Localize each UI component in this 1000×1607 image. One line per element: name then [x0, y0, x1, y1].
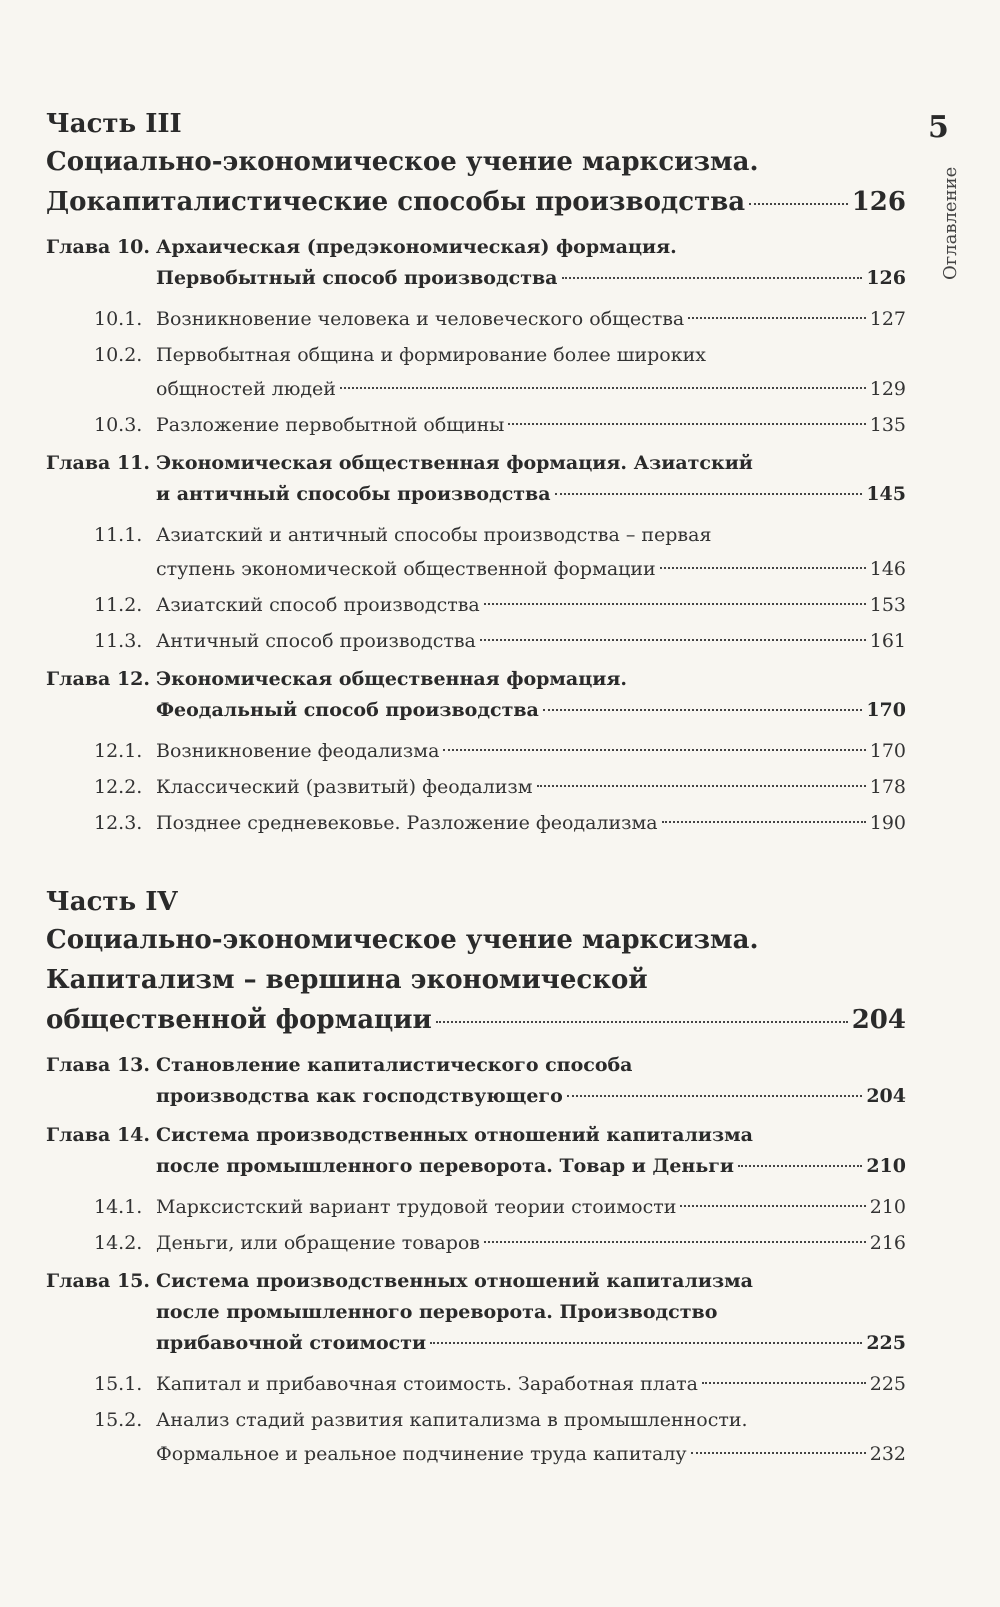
section-number: 14.1.	[94, 1196, 143, 1218]
section-entry	[46, 1403, 906, 1471]
chapter-label: Глава 15.	[46, 1270, 151, 1292]
chapter-line	[156, 695, 906, 726]
section-body	[156, 1403, 906, 1471]
section-title: Капитал и прибавочная стоимость. Заработная плата	[156, 1373, 698, 1395]
dot-leader	[702, 1382, 866, 1384]
section-title: Формальное и реальное подчинение труда капиталу	[156, 1443, 687, 1465]
section-page-ref: 232	[869, 1443, 906, 1465]
dot-leader	[436, 1021, 848, 1023]
dot-leader	[680, 1205, 865, 1207]
chapter-label: Глава 10.	[46, 236, 151, 258]
chapter-label: Глава 12.	[46, 668, 151, 690]
section-body	[156, 338, 906, 406]
chapter-body	[156, 448, 906, 510]
dot-leader	[749, 203, 848, 205]
section-entry	[46, 338, 906, 406]
section-title: общностей людей	[156, 378, 336, 400]
dot-leader	[430, 1342, 862, 1344]
chapter-entry	[46, 1050, 906, 1112]
section-page-ref: 216	[869, 1232, 906, 1254]
section-line	[156, 552, 906, 586]
chapter-line	[156, 479, 906, 510]
chapter-title-line: Экономическая общественная формация. Азиатский	[156, 452, 753, 474]
part-title: общественной формации	[46, 1005, 432, 1035]
dot-leader	[688, 317, 866, 319]
section-page-ref: 146	[869, 558, 906, 580]
section-body	[156, 1367, 906, 1401]
section-title: Классический (развитый) феодализм	[156, 776, 533, 798]
chapter-title-line: Система производственных отношений капитализма	[156, 1124, 753, 1146]
section-page-ref: 135	[869, 414, 906, 436]
dot-leader	[443, 749, 865, 751]
section-entry	[46, 518, 906, 586]
section-body	[156, 806, 906, 840]
dot-leader	[567, 1095, 863, 1097]
chapter-title-line: после промышленного переворота. Производство	[156, 1301, 718, 1323]
dot-leader	[480, 639, 866, 641]
chapter-title-line: Система производственных отношений капитализма	[156, 1270, 753, 1292]
section-body	[156, 734, 906, 768]
chapter-page-ref: 145	[866, 483, 906, 505]
chapter-line	[156, 263, 906, 294]
chapter-title: и античный способы производства	[156, 483, 551, 505]
section-line	[156, 408, 906, 442]
part-label: Часть III	[46, 109, 182, 139]
chapter-label: Глава 13.	[46, 1054, 151, 1076]
section-line	[156, 770, 906, 804]
section-line	[156, 302, 906, 336]
section-number: 11.2.	[94, 594, 143, 616]
section-page-ref: 129	[869, 378, 906, 400]
dot-leader	[662, 821, 866, 823]
chapter-entry	[46, 664, 906, 726]
section-page-ref: 170	[869, 740, 906, 762]
section-line	[156, 588, 906, 622]
part-page-ref: 204	[851, 1005, 906, 1035]
section-entry	[46, 1367, 906, 1401]
section-page-ref: 153	[869, 594, 906, 616]
section-number: 12.3.	[94, 812, 143, 834]
section-line	[156, 1226, 906, 1260]
section-number: 12.1.	[94, 740, 143, 762]
chapter-page-ref: 170	[866, 699, 906, 721]
dot-leader	[484, 603, 866, 605]
section-page-ref: 225	[869, 1373, 906, 1395]
part-title: Докапиталистические способы производства	[46, 187, 746, 217]
section-line	[156, 1437, 906, 1471]
section-entry	[46, 806, 906, 840]
section-title: Позднее средневековье. Разложение феодализма	[156, 812, 658, 834]
section-entry	[46, 624, 906, 658]
part-line	[46, 182, 906, 222]
chapter-title: Феодальный способ производства	[156, 699, 539, 721]
section-body	[156, 1226, 906, 1260]
section-page-ref: 127	[869, 308, 906, 330]
section-entry	[46, 302, 906, 336]
dot-leader	[484, 1241, 866, 1243]
part-title-line: Социально-экономическое учение марксизма.	[46, 925, 759, 955]
section-title: Античный способ производства	[156, 630, 476, 652]
chapter-page-ref: 126	[866, 267, 906, 289]
section-number: 11.3.	[94, 630, 143, 652]
chapter-entry	[46, 1120, 906, 1182]
section-line	[156, 1367, 906, 1401]
chapter-page-ref: 225	[866, 1332, 906, 1354]
section-entry	[46, 588, 906, 622]
section-body	[156, 408, 906, 442]
section-body	[156, 624, 906, 658]
section-title-line: Азиатский и античный способы производства – первая	[156, 524, 712, 546]
chapter-title: после промышленного переворота. Товар и Деньги	[156, 1155, 734, 1177]
chapter-line	[156, 1151, 906, 1182]
chapter-line	[156, 1328, 906, 1359]
section-number: 12.2.	[94, 776, 143, 798]
chapter-title: производства как господствующего	[156, 1085, 563, 1107]
part-label: Часть IV	[46, 887, 178, 917]
chapter-body	[156, 664, 906, 726]
page-number: 5	[928, 110, 949, 145]
section-number: 11.1.	[94, 524, 143, 546]
chapter-body	[156, 232, 906, 294]
section-line	[156, 734, 906, 768]
section-body	[156, 588, 906, 622]
section-entry	[46, 1226, 906, 1260]
part-title-line: Социально-экономическое учение марксизма.	[46, 147, 759, 177]
chapter-entry	[46, 1266, 906, 1359]
section-number: 14.2.	[94, 1232, 143, 1254]
chapter-title: Первобытный способ производства	[156, 267, 558, 289]
section-number: 10.1.	[94, 308, 143, 330]
dot-leader	[537, 785, 866, 787]
section-page-ref: 190	[869, 812, 906, 834]
dot-leader	[562, 277, 863, 279]
section-title-line: Первобытная община и формирование более широких	[156, 344, 706, 366]
part-line	[46, 1000, 906, 1040]
chapter-body	[156, 1050, 906, 1112]
chapter-label: Глава 14.	[46, 1124, 151, 1146]
section-title: Возникновение феодализма	[156, 740, 440, 762]
chapter-page-ref: 210	[866, 1155, 906, 1177]
chapter-line	[156, 1081, 906, 1112]
chapter-title-line: Становление капиталистического способа	[156, 1054, 633, 1076]
part-heading	[46, 884, 906, 1040]
chapter-entry	[46, 448, 906, 510]
running-head: Оглавление	[940, 166, 961, 280]
section-number: 10.2.	[94, 344, 143, 366]
section-body	[156, 302, 906, 336]
section-page-ref: 178	[869, 776, 906, 798]
dot-leader	[691, 1452, 866, 1454]
section-number: 10.3.	[94, 414, 143, 436]
chapter-title: прибавочной стоимости	[156, 1332, 427, 1354]
table-of-contents	[46, 106, 906, 1473]
section-body	[156, 770, 906, 804]
section-title: Разложение первобытной общины	[156, 414, 505, 436]
section-title: Деньги, или обращение товаров	[156, 1232, 480, 1254]
chapter-body	[156, 1266, 906, 1359]
section-body	[156, 518, 906, 586]
section-entry	[46, 1190, 906, 1224]
section-number: 15.2.	[94, 1409, 143, 1431]
section-page-ref: 210	[869, 1196, 906, 1218]
dot-leader	[543, 709, 862, 711]
section-body	[156, 1190, 906, 1224]
chapter-label: Глава 11.	[46, 452, 151, 474]
section-entry	[46, 770, 906, 804]
section-line	[156, 372, 906, 406]
dot-leader	[340, 387, 866, 389]
section-title: Марксистский вариант трудовой теории стоимости	[156, 1196, 677, 1218]
section-page-ref: 161	[869, 630, 906, 652]
dot-leader	[555, 493, 863, 495]
part-heading	[46, 106, 906, 222]
section-entry	[46, 408, 906, 442]
section-line	[156, 624, 906, 658]
section-title: Азиатский способ производства	[156, 594, 480, 616]
dot-leader	[508, 423, 865, 425]
chapter-page-ref: 204	[866, 1085, 906, 1107]
part-page-ref: 126	[851, 187, 906, 217]
chapter-title-line: Экономическая общественная формация.	[156, 668, 628, 690]
part-title-line: Капитализм – вершина экономической	[46, 965, 648, 995]
chapter-title-line: Архаическая (предэкономическая) формация.	[156, 236, 677, 258]
dot-leader	[738, 1165, 862, 1167]
section-title: Возникновение человека и человеческого общества	[156, 308, 685, 330]
section-title: ступень экономической общественной формации	[156, 558, 656, 580]
section-line	[156, 806, 906, 840]
section-number: 15.1.	[94, 1373, 143, 1395]
chapter-body	[156, 1120, 906, 1182]
dot-leader	[660, 567, 866, 569]
chapter-entry	[46, 232, 906, 294]
section-line	[156, 1190, 906, 1224]
section-title-line: Анализ стадий развития капитализма в промышленности.	[156, 1409, 748, 1431]
section-entry	[46, 734, 906, 768]
